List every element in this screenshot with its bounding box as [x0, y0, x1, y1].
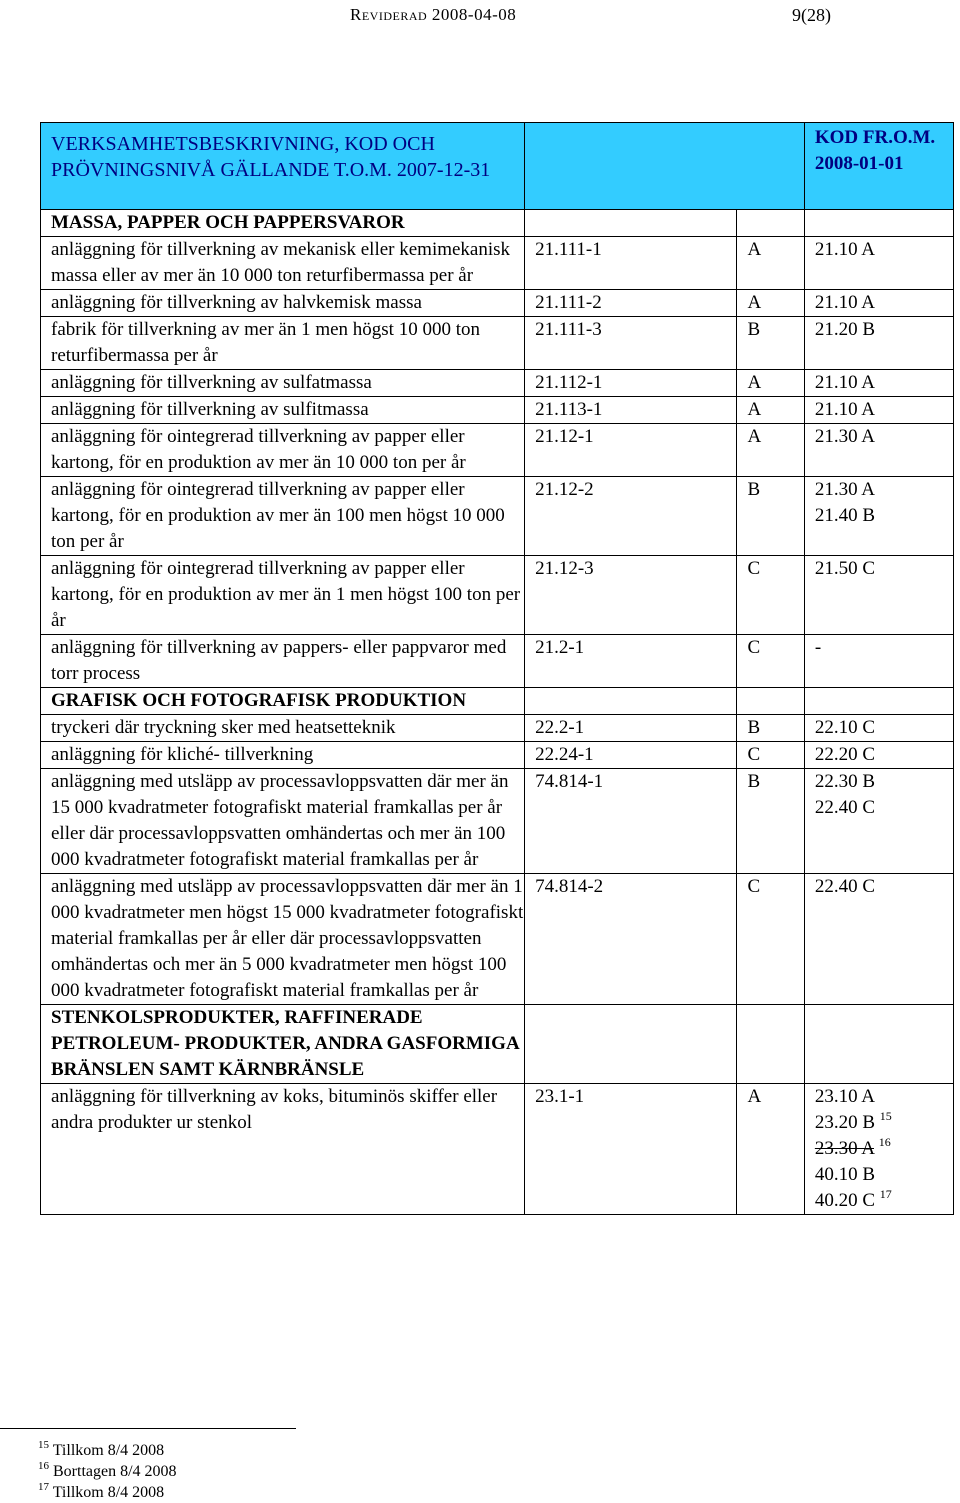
activity-code: 23.1-1: [525, 1084, 737, 1215]
new-code-line: 23.10 A: [814, 1086, 876, 1107]
new-code: 22.40 C: [804, 874, 953, 1005]
permit-level: C: [737, 556, 804, 635]
activity-code: 21.2-1: [525, 635, 737, 688]
activity-description: anläggning för kliché- tillverkning: [41, 742, 525, 769]
new-code: 21.50 C: [804, 556, 953, 635]
footnotes: [38, 1440, 177, 1503]
table-row: [41, 477, 954, 556]
new-code: [804, 1084, 953, 1215]
activity-code: 21.12-1: [525, 424, 737, 477]
section-row: [41, 688, 954, 715]
activity-code: 22.24-1: [525, 742, 737, 769]
table-row: [41, 424, 954, 477]
new-code-line: 40.10 B: [814, 1164, 876, 1185]
table-row: [41, 317, 954, 370]
new-code: 21.10 A: [804, 237, 953, 290]
activity-description: tryckeri där tryckning sker med heatsetteknik: [41, 715, 525, 742]
kod-heading: KOD FR.O.M. 2008-01-01: [804, 123, 953, 210]
new-code: 22.10 C: [804, 715, 953, 742]
activity-description: anläggning med utsläpp av processavloppsvatten där mer än 15 000 kvadratmeter fotografiskt material framkallas per år eller där processavloppsvatten omhändertas och mer än 100 000 kvadratmeter fotografiskt material framkallas per år: [41, 769, 525, 874]
activity-code: 21.113-1: [525, 397, 737, 424]
activity-code-table: [40, 122, 954, 1215]
new-code-line-removed: 23.30 A $^{16}$: [814, 1135, 891, 1159]
revision-date: Reviderad 2008-04-08: [350, 5, 517, 24]
section-title: STENKOLSPRODUKTER, RAFFINERADE PETROLEUM- PRODUKTER, ANDRA GASFORMIGA BRÄNSLEN SAMT KÄRNBRÄNSLE: [41, 1005, 525, 1084]
activity-code: 74.814-1: [525, 769, 737, 874]
permit-level: B: [737, 715, 804, 742]
new-code-line: 40.20 C $^{17}$: [814, 1187, 892, 1211]
activity-description: anläggning för ointegrerad tillverkning av papper eller kartong, för en produktion av mer än 1 men högst 100 ton per år: [41, 556, 525, 635]
new-code-line: 21.40 B: [814, 505, 876, 526]
table-row: [41, 237, 954, 290]
activity-code: 21.111-1: [525, 237, 737, 290]
activity-description: anläggning för tillverkning av mekanisk eller kemimekanisk massa eller av mer än 10 000 ton returfibermassa per år: [41, 237, 525, 290]
new-code-line: 23.20 B $^{15}$: [814, 1109, 892, 1133]
footnote-ref: 15: [879, 1109, 892, 1123]
permit-level: C: [737, 635, 804, 688]
new-code: -: [804, 635, 953, 688]
footnote: $^{17}$ Tillkom 8/4 2008: [38, 1481, 165, 1501]
permit-level: A: [737, 397, 804, 424]
table-row: [41, 742, 954, 769]
new-code-line: 22.30 B: [814, 771, 876, 792]
permit-level: B: [737, 317, 804, 370]
new-code: 21.10 A: [804, 397, 953, 424]
activity-description: anläggning med utsläpp av processavloppsvatten där mer än 1 000 kvadratmeter men högst 15 000 kvadratmeter fotografiskt material framkallas per år eller där processavloppsvatten omhändertas och mer än 5 000 kvadratmeter men högst 100 000 kvadratmeter fotografiskt material framkallas per år: [41, 874, 525, 1005]
table-row: [41, 769, 954, 874]
footnote-ref: 17: [879, 1187, 892, 1201]
footnote: $^{16}$ Borttagen 8/4 2008: [38, 1460, 177, 1480]
activity-description: anläggning för tillverkning av koks, bituminös skiffer eller andra produkter ur stenkol: [41, 1084, 525, 1215]
table-row: [41, 397, 954, 424]
activity-code: 74.814-2: [525, 874, 737, 1005]
permit-level: C: [737, 742, 804, 769]
activity-description: fabrik för tillverkning av mer än 1 men högst 10 000 ton returfibermassa per år: [41, 317, 525, 370]
permit-level: A: [737, 370, 804, 397]
footnote-ref: 16: [878, 1135, 891, 1149]
section-row: [41, 210, 954, 237]
new-code: [804, 477, 953, 556]
activity-code: 21.111-2: [525, 290, 737, 317]
activity-description: anläggning för ointegrerad tillverkning av papper eller kartong, för en produktion av mer än 100 men högst 10 000 ton per år: [41, 477, 525, 556]
new-code: 21.10 A: [804, 370, 953, 397]
section-title: GRAFISK OCH FOTOGRAFISK PRODUKTION: [41, 688, 525, 715]
table-heading: VERKSAMHETSBESKRIVNING, KOD OCH PRÖVNINGSNIVÅ GÄLLANDE T.O.M. 2007-12-31: [41, 123, 525, 210]
new-code: 21.20 B: [804, 317, 953, 370]
activity-description: anläggning för tillverkning av halvkemisk massa: [41, 290, 525, 317]
new-code: [804, 769, 953, 874]
activity-code: 21.111-3: [525, 317, 737, 370]
table-row: [41, 874, 954, 1005]
activity-description: anläggning för tillverkning av pappers- eller pappvaror med torr process: [41, 635, 525, 688]
activity-description: anläggning för tillverkning av sulfatmassa: [41, 370, 525, 397]
new-code: 22.20 C: [804, 742, 953, 769]
table-row: [41, 290, 954, 317]
activity-code: 21.12-2: [525, 477, 737, 556]
new-code: 21.10 A: [804, 290, 953, 317]
section-title: MASSA, PAPPER OCH PAPPERSVAROR: [41, 210, 525, 237]
permit-level: A: [737, 237, 804, 290]
table-row: [41, 1084, 954, 1215]
permit-level: B: [737, 769, 804, 874]
footnote: $^{15}$ Tillkom 8/4 2008: [38, 1439, 165, 1459]
new-code-line: 21.30 A: [814, 479, 876, 500]
permit-level: B: [737, 477, 804, 556]
section-row: [41, 1005, 954, 1084]
activity-code: 22.2-1: [525, 715, 737, 742]
table-row: [41, 635, 954, 688]
page-header: [0, 0, 960, 30]
new-code-line: 22.40 C: [814, 797, 876, 818]
permit-level: A: [737, 424, 804, 477]
activity-code: 21.12-3: [525, 556, 737, 635]
table-row: [41, 715, 954, 742]
new-code: 21.30 A: [804, 424, 953, 477]
table-header-row: [41, 123, 954, 210]
activity-code: 21.112-1: [525, 370, 737, 397]
page-number: 9(28): [792, 5, 831, 25]
activity-description: anläggning för tillverkning av sulfitmassa: [41, 397, 525, 424]
permit-level: A: [737, 1084, 804, 1215]
table-row: [41, 370, 954, 397]
table-row: [41, 556, 954, 635]
permit-level: A: [737, 290, 804, 317]
footnote-separator: [0, 1428, 296, 1429]
activity-description: anläggning för ointegrerad tillverkning av papper eller kartong, för en produktion av mer än 10 000 ton per år: [41, 424, 525, 477]
permit-level: C: [737, 874, 804, 1005]
